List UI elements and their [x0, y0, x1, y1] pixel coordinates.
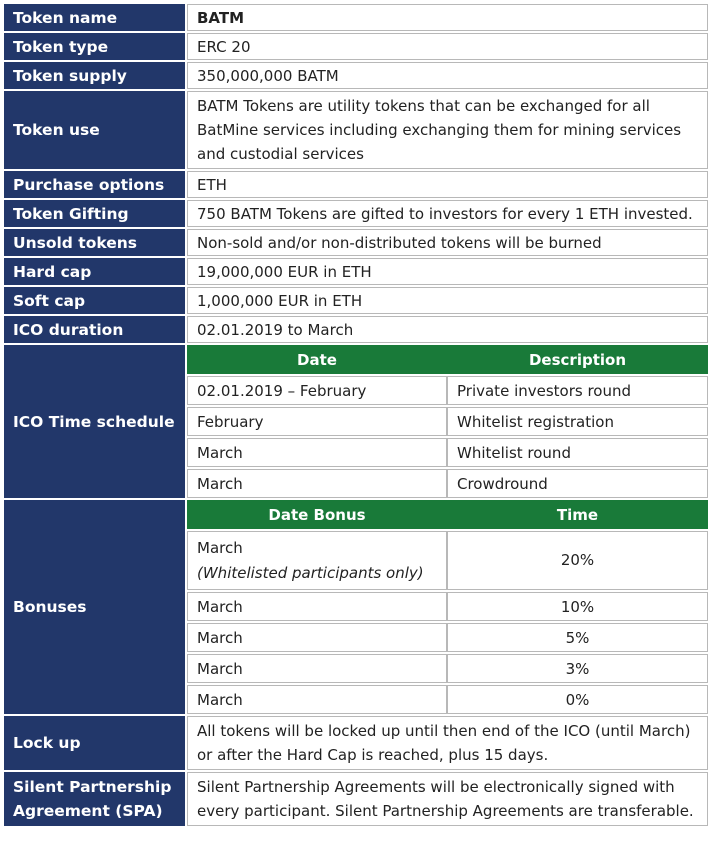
schedule-description: Private investors round	[447, 376, 708, 405]
schedule-description: Crowdround	[447, 469, 708, 498]
bonus-value: 5%	[447, 623, 708, 652]
label-ico-time-schedule: ICO Time schedule	[4, 345, 185, 498]
schedule-table	[187, 345, 708, 498]
row-purchase-options	[4, 171, 708, 198]
bonus-value: 3%	[447, 654, 708, 683]
value-token-gifting: 750 BATM Tokens are gifted to investors for every 1 ETH invested.	[187, 200, 708, 227]
value-soft-cap: 1,000,000 EUR in ETH	[187, 287, 708, 314]
schedule-header-row	[187, 345, 708, 374]
bonuses-cell	[187, 500, 708, 714]
label-token-name: Token name	[4, 4, 185, 31]
row-spa	[4, 772, 708, 826]
label-bonuses: Bonuses	[4, 500, 185, 714]
bonuses-table	[187, 500, 708, 714]
value-token-type: ERC 20	[187, 33, 708, 60]
row-unsold-tokens	[4, 229, 708, 256]
bonus-date: March	[187, 623, 447, 652]
table-row	[187, 623, 708, 652]
row-token-supply	[4, 62, 708, 89]
bonus-date-cell	[187, 531, 447, 590]
value-token-supply: 350,000,000 BATM	[187, 62, 708, 89]
label-hard-cap: Hard cap	[4, 258, 185, 285]
value-lock-up: All tokens will be locked up until then end of the ICO (until March) or after the Hard Cap is reached, plus 15 days.	[187, 716, 708, 770]
row-ico-duration	[4, 316, 708, 343]
row-ico-time-schedule	[4, 345, 708, 498]
table-row	[187, 376, 708, 405]
label-token-gifting: Token Gifting	[4, 200, 185, 227]
row-token-use	[4, 91, 708, 169]
value-purchase-options: ETH	[187, 171, 708, 198]
row-soft-cap	[4, 287, 708, 314]
schedule-description: Whitelist registration	[447, 407, 708, 436]
table-row	[187, 654, 708, 683]
row-lock-up	[4, 716, 708, 770]
table-row	[187, 469, 708, 498]
bonus-value: 20%	[447, 531, 708, 590]
value-token-use: BATM Tokens are utility tokens that can be exchanged for all BatMine services including exchanging them for mining services and custodial services	[187, 91, 708, 169]
row-bonuses	[4, 500, 708, 714]
schedule-cell	[187, 345, 708, 498]
bonus-date: March	[197, 538, 243, 557]
value-token-name: BATM	[187, 4, 708, 31]
bonuses-header-row	[187, 500, 708, 529]
label-spa: Silent Partnership Agreement (SPA)	[4, 772, 185, 826]
ico-details-table	[2, 2, 710, 828]
row-token-gifting	[4, 200, 708, 227]
table-row	[187, 592, 708, 621]
bonus-date: March	[187, 592, 447, 621]
label-token-type: Token type	[4, 33, 185, 60]
bonuses-header-date-bonus: Date Bonus	[187, 500, 447, 529]
label-unsold-tokens: Unsold tokens	[4, 229, 185, 256]
row-hard-cap	[4, 258, 708, 285]
value-spa: Silent Partnership Agreements will be electronically signed with every participant. Silent Partnership Agreements are transferable.	[187, 772, 708, 826]
value-unsold-tokens: Non-sold and/or non-distributed tokens will be burned	[187, 229, 708, 256]
bonus-date: March	[187, 685, 447, 714]
bonus-date: March	[187, 654, 447, 683]
schedule-date: March	[187, 469, 447, 498]
schedule-header-description: Description	[447, 345, 708, 374]
value-hard-cap: 19,000,000 EUR in ETH	[187, 258, 708, 285]
bonus-value: 0%	[447, 685, 708, 714]
table-row	[187, 407, 708, 436]
schedule-description: Whitelist round	[447, 438, 708, 467]
table-row	[187, 531, 708, 590]
row-token-type	[4, 33, 708, 60]
row-token-name	[4, 4, 708, 31]
label-token-use: Token use	[4, 91, 185, 169]
bonuses-header-time: Time	[447, 500, 708, 529]
schedule-date: March	[187, 438, 447, 467]
label-soft-cap: Soft cap	[4, 287, 185, 314]
schedule-date: 02.01.2019 – February	[187, 376, 447, 405]
label-ico-duration: ICO duration	[4, 316, 185, 343]
label-lock-up: Lock up	[4, 716, 185, 770]
table-row	[187, 438, 708, 467]
table-row	[187, 685, 708, 714]
schedule-date: February	[187, 407, 447, 436]
bonus-value: 10%	[447, 592, 708, 621]
bonus-note: (Whitelisted participants only)	[197, 563, 424, 582]
value-ico-duration: 02.01.2019 to March	[187, 316, 708, 343]
label-purchase-options: Purchase options	[4, 171, 185, 198]
label-token-supply: Token supply	[4, 62, 185, 89]
schedule-header-date: Date	[187, 345, 447, 374]
